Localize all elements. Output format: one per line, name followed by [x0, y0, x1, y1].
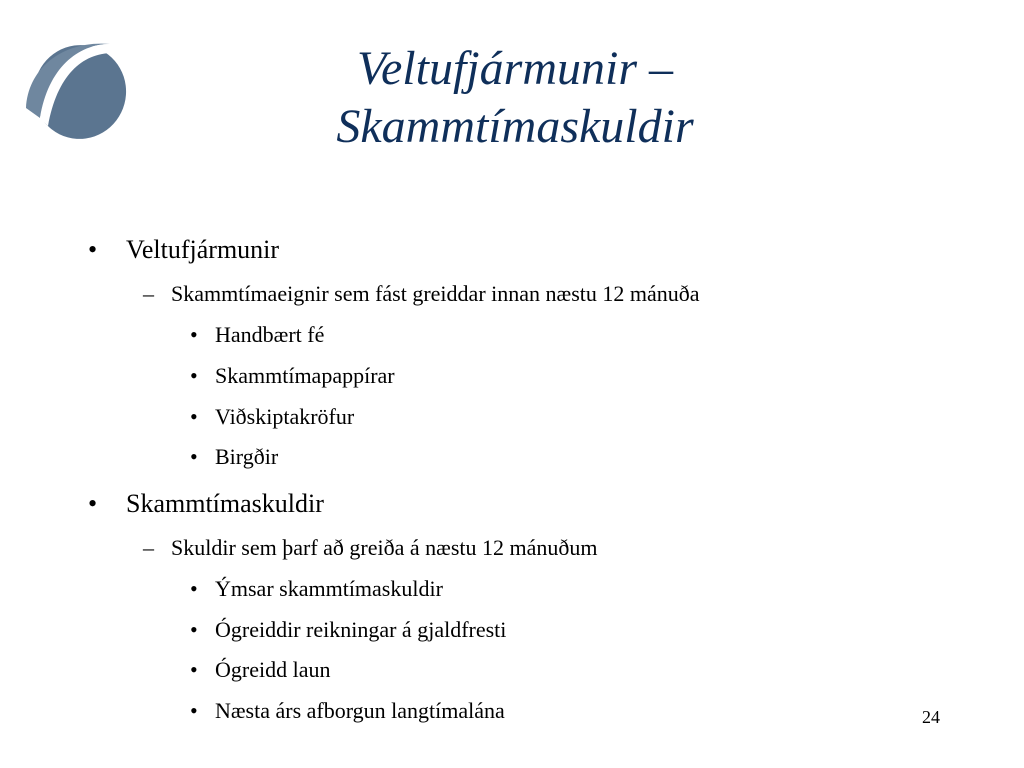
bullet-icon: •: [88, 489, 98, 518]
page-number: 24: [922, 707, 940, 727]
small-bullet-icon: •: [190, 444, 198, 469]
small-bullet-icon: •: [190, 404, 198, 429]
bullet-item-veltufjarmunir: [88, 235, 279, 265]
title-line-1: Veltufjármunir –: [356, 42, 673, 95]
small-bullet-icon: •: [190, 322, 198, 347]
list-item: [190, 444, 278, 470]
list-item: [190, 576, 443, 602]
bullet-item-skammtimaskuldir: [88, 489, 324, 519]
sub-item-label: Skuldir sem þarf að greiða á næstu 12 mánuðum: [171, 535, 598, 560]
list-item-label: Ógreidd laun: [215, 657, 331, 682]
list-item: [190, 617, 506, 643]
small-bullet-icon: •: [190, 576, 198, 601]
list-item-label: Næsta árs afborgun langtímalána: [215, 698, 505, 723]
small-bullet-icon: •: [190, 657, 198, 682]
list-item-label: Ógreiddir reikningar á gjaldfresti: [215, 617, 507, 642]
list-item-label: Skammtímapappírar: [215, 363, 395, 388]
small-bullet-icon: •: [190, 617, 198, 642]
title-line-2: Skammtímaskuldir: [336, 100, 694, 153]
bullet-label: Veltufjármunir: [126, 235, 280, 264]
sub-item-label: Skammtímaeignir sem fást greiddar innan næstu 12 mánuða: [171, 281, 700, 306]
list-item: [190, 404, 354, 430]
bullet-label: Skammtímaskuldir: [126, 489, 324, 518]
sub-item-skuldir: [143, 535, 597, 561]
small-bullet-icon: •: [190, 698, 198, 723]
sub-item-skammtimaeignir: [143, 281, 700, 307]
dash-icon: –: [143, 281, 154, 306]
bullet-icon: •: [88, 235, 98, 264]
dash-icon: –: [143, 535, 154, 560]
list-item-label: Handbært fé: [215, 322, 325, 347]
list-item-label: Birgðir: [215, 444, 279, 469]
small-bullet-icon: •: [190, 363, 198, 388]
list-item: [190, 322, 324, 348]
list-item: [190, 363, 395, 389]
list-item-label: Viðskiptakröfur: [215, 404, 355, 429]
list-item: [190, 698, 505, 724]
list-item-label: Ýmsar skammtímaskuldir: [215, 576, 443, 601]
list-item: [190, 657, 330, 683]
